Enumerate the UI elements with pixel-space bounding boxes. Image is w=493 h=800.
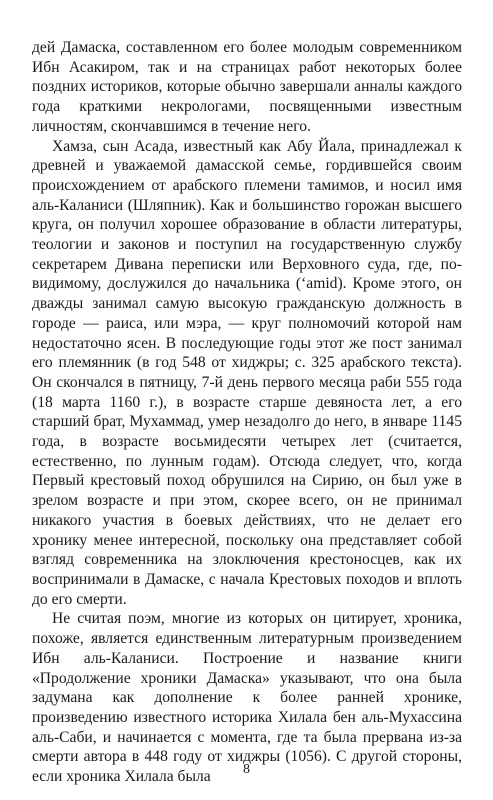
- paragraph-3: Не считая поэм, многие из которых он цитирует, хроника, похоже, является единственным литературным произведением Ибн аль-Каланиси. Построение и название книги «Продолжение хроники Дамаска» указывают, что она была задумана как дополнение к более ранней хронике, произведению известного историка Хилала бен аль-Мухассина аль-Саби, и начинается с момента, где та была прервана из-за смерти автора в 448 году от хиджры (1056). С другой стороны, если хроника Хилала была: [32, 610, 462, 786]
- page-body: [32, 38, 462, 787]
- paragraph-2: Хамза, сын Асада, известный как Абу Йала, принадлежал к древней и уважаемой дамасской семье, гордившейся своим происхождением от арабского племени тамимов, и носил имя аль-Каланиси (Шляпник). Как и большинство горожан высшего круга, он получил хорошее образование в области литературы, теологии и законов и поступил на государственную службу секретарем Дивана переписки или Верховного суда, где, по-видимому, дослужился до начальника (ʻamid). Кроме этого, он дважды занимал самую высокую гражданскую должность в городе — раиса, или мэра, — круг полномочий которой нам недостаточно ясен. В последующие годы этот же пост занимал его племянник (в год 548 от хиджры; с. 325 арабского текста). Он скончался в пятницу, 7-й день первого месяца раби 555 года (18 марта 1160 г.), в возрасте старше девяноста лет, а его старший брат, Мухаммад, умер незадолго до него, в январе 1145 года, в возрасте восьмидесяти четырех лет (считается, естественно, по лунным годам). Отсюда следует, что, когда Первый крестовый поход обрушился на Сирию, он был уже в зрелом возрасте и при этом, скорее всего, он не принимал никакого участия в боевых действиях, что не делает его хронику менее интересной, поскольку она представляет собой взгляд современника на злоключения крестоносцев, как их воспринимали в Дамаске, с начала Крестовых походов и вплоть до его смерти.: [32, 137, 462, 608]
- paragraph-1: дей Дамаска, составленном его более молодым современником Ибн Асакиром, так и на страницах работ некоторых более поздних историков, которые обычно завершали анналы каждого года краткими некрологами, посвященными известным личностям, скончавшимся в течение него.: [32, 39, 462, 135]
- page-number: 8: [243, 762, 250, 777]
